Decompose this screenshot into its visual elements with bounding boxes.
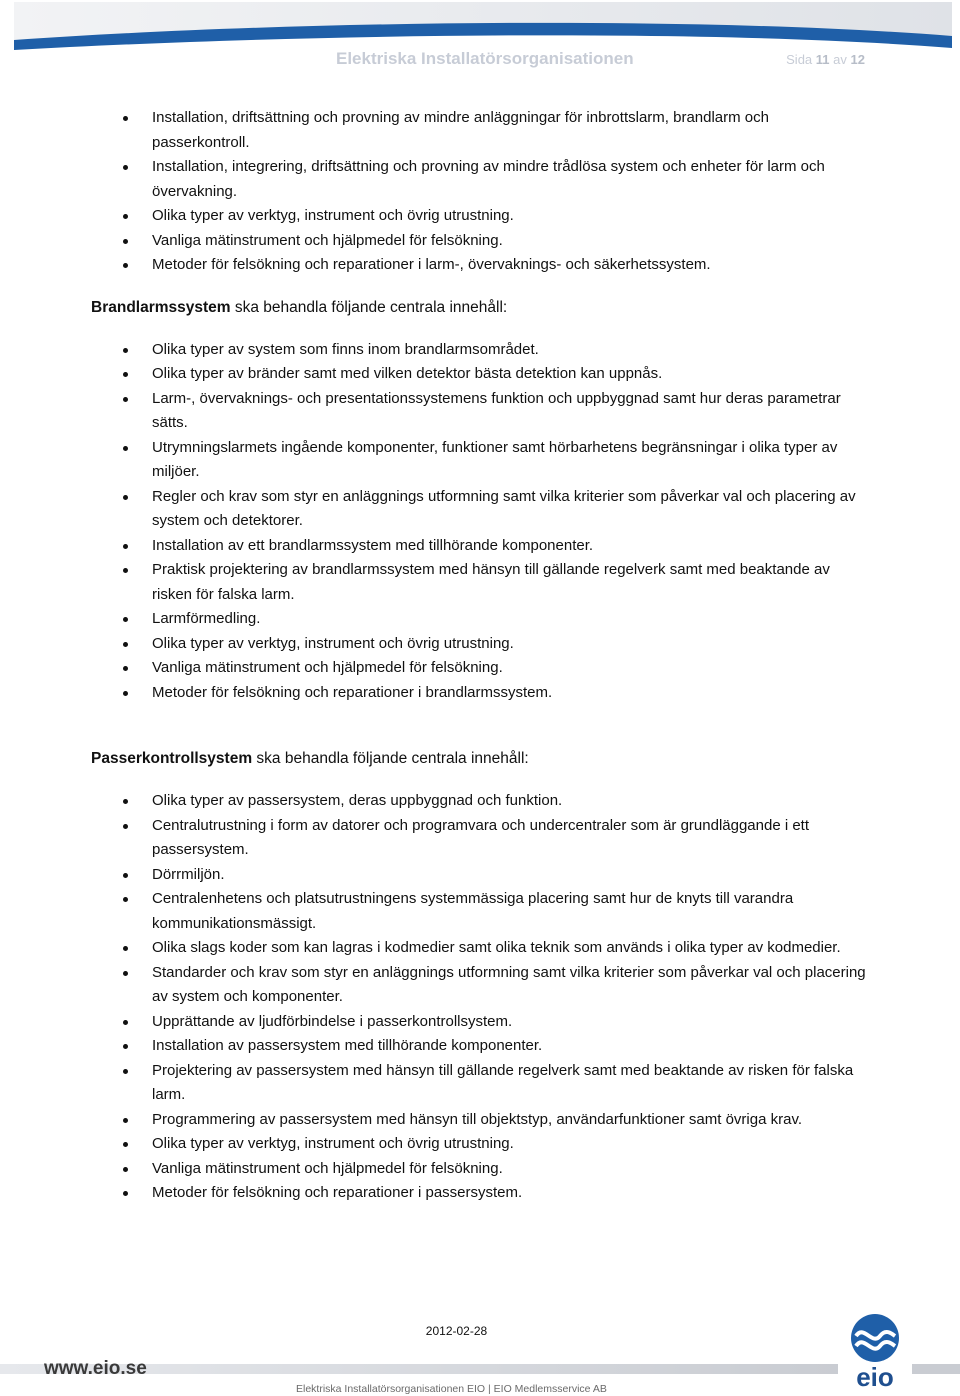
footer-company: Elektriska Installatörsorganisationen EIO | EIO Medlemsservice AB: [296, 1383, 607, 1395]
list-item: [0, 1132, 960, 1157]
list-item-text: Metoder för felsökning och reparationer i passersystem.: [152, 1184, 523, 1201]
page-total: 12: [850, 52, 865, 67]
list-item: [0, 253, 960, 278]
passerkontroll-heading-rest: ska behandla följande centrala innehåll:: [252, 750, 529, 767]
list-item-text: Installation, driftsättning och provning av mindre anläggningar för inbrottslarm, brandlarm och passerkontroll.: [152, 109, 769, 151]
bullet-icon: [123, 824, 128, 829]
bullet-icon: [123, 691, 128, 696]
list-item-text: Standarder och krav som styr en anläggnings utformning samt vilka kriterier som påverkar val och placering av system och komponenter.: [152, 963, 866, 1005]
footer-date: 2012-02-28: [425, 1324, 488, 1338]
list-item: [0, 887, 960, 936]
list-item: [0, 155, 960, 204]
list-item: [0, 436, 960, 485]
footer-band: [0, 1300, 960, 1396]
list-item: [0, 1181, 960, 1206]
organization-title: Elektriska Installatörsorganisationen: [336, 49, 634, 68]
list-item-text: Olika typer av verktyg, instrument och övrig utrustning.: [152, 634, 514, 652]
bullet-icon: [123, 348, 128, 353]
list-item-text: Installation av passersystem med tillhörande komponenter.: [152, 1037, 543, 1054]
list-item: [0, 387, 960, 436]
page-indicator: [786, 52, 865, 67]
bullet-icon: [123, 946, 128, 951]
list-item-text: Metoder för felsökning och reparationer i brandlarmssystem.: [152, 683, 553, 701]
list-item: [0, 229, 960, 254]
bullet-icon: [123, 1142, 128, 1147]
bullet-icon: [123, 116, 128, 121]
page-label: Sida: [786, 52, 813, 67]
list-item: [0, 1059, 960, 1108]
list-item-text: Centralutrustning i form av datorer och programvara och undercentraler som är grundläggande i ett passersystem.: [152, 816, 810, 858]
bullet-icon: [123, 544, 128, 549]
list-item-text: Olika typer av passersystem, deras uppbyggnad och funktion.: [152, 792, 563, 809]
bullet-icon: [123, 1069, 128, 1074]
bullet-icon: [123, 165, 128, 170]
list-item: [0, 814, 960, 863]
eio-logo-icon: [851, 1314, 899, 1392]
list-item: [0, 338, 960, 363]
list-item: [0, 106, 960, 155]
bullet-icon: [123, 971, 128, 976]
list-item: [0, 485, 960, 534]
list-item-text: Upprättande av ljudförbindelse i passerkontrollsystem.: [152, 1012, 513, 1030]
list-item: [0, 961, 960, 1010]
document-body: [0, 106, 960, 1206]
bullet-icon: [123, 1118, 128, 1123]
list-item-text: Larm-, övervaknings- och presentationssystemens funktion och uppbyggnad samt hur deras parametrar sätts.: [152, 389, 841, 431]
bullet-icon: [123, 666, 128, 671]
list-item-text: Praktisk projektering av brandlarmssystem med hänsyn till gällande regelverk samt med beaktande av risken för falska larm.: [152, 561, 830, 603]
page-separator: av: [833, 52, 847, 67]
list-item: [0, 1010, 960, 1035]
list-item: [0, 1157, 960, 1182]
brandlarm-heading-rest: ska behandla följande centrala innehåll:: [230, 298, 508, 316]
list-item-text: Vanliga mätinstrument och hjälpmedel för felsökning.: [152, 231, 503, 249]
bullet-icon: [123, 873, 128, 878]
list-item: [0, 632, 960, 657]
bullet-icon: [123, 617, 128, 622]
list-item: [0, 204, 960, 229]
list-item: [0, 681, 960, 706]
bullet-icon: [123, 263, 128, 268]
list-item-text: Dörrmiljön.: [152, 865, 225, 883]
bullet-icon: [123, 642, 128, 647]
list-item-text: Projektering av passersystem med hänsyn till gällande regelverk samt med beaktande av risken för falska larm.: [152, 1061, 854, 1103]
bullet-icon: [123, 1167, 128, 1172]
passerkontroll-heading: [0, 747, 960, 771]
list-item: [0, 936, 960, 961]
brandlarm-list: [0, 338, 960, 706]
list-item-text: Olika typer av verktyg, instrument och övrig utrustning.: [152, 1135, 514, 1152]
brandlarm-heading: [0, 296, 960, 320]
list-item: [0, 607, 960, 632]
list-item: [0, 558, 960, 607]
bullet-icon: [123, 495, 128, 500]
intro-list: [0, 106, 960, 278]
list-item-text: Utrymningslarmets ingående komponenter, funktioner samt hörbarhetens begränsningar i olika typer av miljöer.: [152, 438, 838, 480]
logo-wordmark: eio: [856, 1362, 894, 1392]
list-item: [0, 1108, 960, 1133]
bullet-icon: [123, 568, 128, 573]
list-item: [0, 863, 960, 888]
list-item-text: Olika typer av verktyg, instrument och övrig utrustning.: [152, 207, 514, 224]
list-item-text: Olika typer av bränder samt med vilken detektor bästa detektion kan uppnås.: [152, 365, 663, 382]
passerkontroll-list: [0, 789, 960, 1206]
list-item-text: Olika typer av system som finns inom brandlarmsområdet.: [152, 340, 539, 358]
bullet-icon: [123, 239, 128, 244]
list-item: [0, 1034, 960, 1059]
list-item-text: Metoder för felsökning och reparationer i larm-, övervaknings- och säkerhetssystem.: [152, 256, 711, 273]
list-item: [0, 362, 960, 387]
bullet-icon: [123, 1020, 128, 1025]
list-item-text: Installation, integrering, driftsättning och provning av mindre trådlösa system och enheter för larm och övervakning.: [152, 158, 825, 200]
list-item-text: Olika slags koder som kan lagras i kodmedier samt olika teknik som används i olika typer av kodmedier.: [152, 939, 841, 956]
bullet-icon: [123, 897, 128, 902]
page-current: 11: [815, 52, 830, 67]
list-item-text: Vanliga mätinstrument och hjälpmedel för felsökning.: [152, 659, 503, 676]
list-item-text: Larmförmedling.: [152, 610, 261, 627]
list-item: [0, 789, 960, 814]
bullet-icon: [123, 799, 128, 804]
list-item-text: Installation av ett brandlarmssystem med tillhörande komponenter.: [152, 536, 594, 554]
brandlarm-heading-bold: Brandlarmssystem: [91, 298, 231, 316]
list-item-text: Vanliga mätinstrument och hjälpmedel för felsökning.: [152, 1159, 503, 1177]
list-item-text: Regler och krav som styr en anläggnings utformning samt vilka kriterier som påverkar val och placering av system och detektorer.: [152, 487, 856, 529]
list-item-text: Programmering av passersystem med hänsyn till objektstyp, användarfunktioner samt övriga krav.: [152, 1110, 803, 1128]
bullet-icon: [123, 214, 128, 219]
list-item-text: Centralenhetens och platsutrustningens systemmässiga placering samt hur de knyts till varandra kommunikationsmässigt.: [152, 890, 794, 932]
passerkontroll-heading-bold: Passerkontrollsystem: [91, 750, 253, 767]
bullet-icon: [123, 1191, 128, 1196]
list-item: [0, 656, 960, 681]
bullet-icon: [123, 397, 128, 402]
bullet-icon: [123, 446, 128, 451]
bullet-icon: [123, 1044, 128, 1049]
footer-url: www.eio.se: [44, 1358, 147, 1379]
list-item: [0, 534, 960, 559]
bullet-icon: [123, 372, 128, 377]
